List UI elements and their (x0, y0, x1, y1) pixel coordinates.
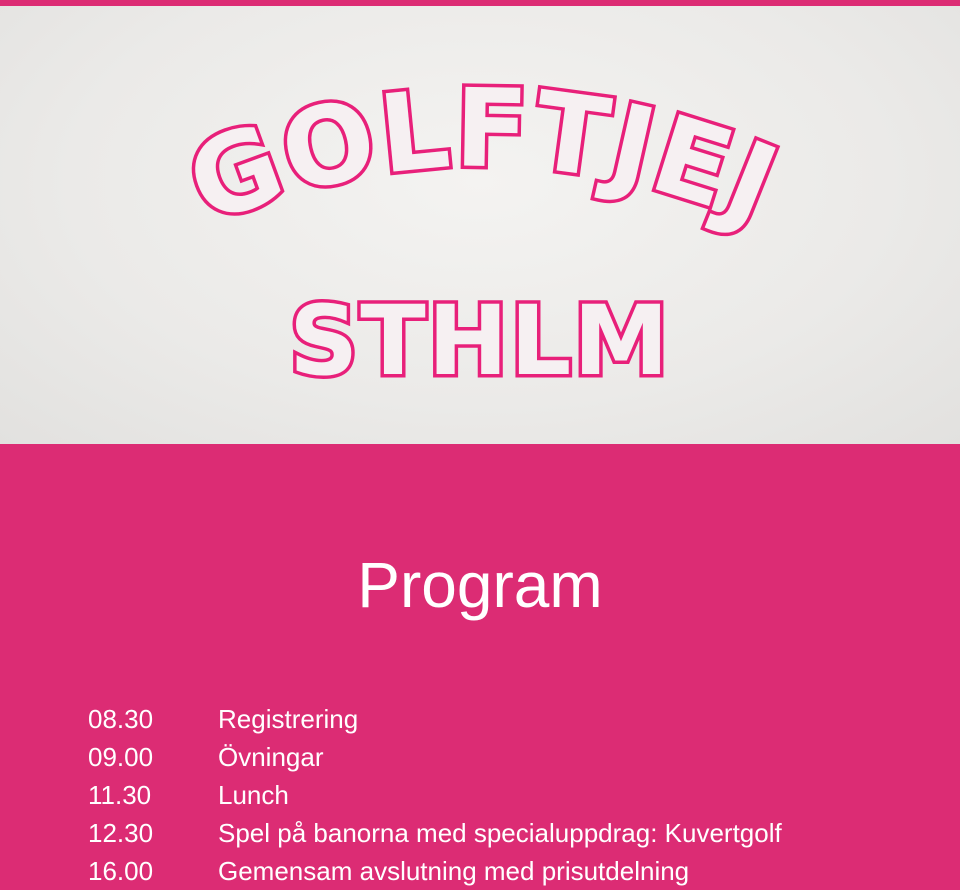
golftjej-logo (0, 6, 960, 444)
schedule-activity: Övningar (218, 742, 324, 772)
schedule-time: 16.00 (88, 856, 154, 886)
schedule-row (88, 738, 782, 776)
schedule-time: 11.30 (88, 780, 152, 810)
logo-sub-text: STHLM (289, 285, 671, 397)
schedule-row (88, 700, 782, 738)
page-title: Program (357, 549, 603, 621)
schedule-activity: Gemensam avslutning med prisutdelning (218, 856, 690, 886)
schedule-activity: Registrering (218, 704, 359, 734)
schedule-activity: Spel på banorna med specialuppdrag: Kuvertgolf (218, 818, 782, 848)
logo-arc-text: GOLFTJEJ (172, 66, 795, 250)
schedule-list (88, 700, 782, 890)
logo-banner (0, 6, 960, 444)
schedule-time: 09.00 (88, 742, 154, 772)
schedule-row (88, 814, 782, 852)
schedule-time: 08.30 (88, 704, 154, 734)
schedule-activity: Lunch (218, 780, 289, 810)
schedule-row (88, 852, 782, 890)
schedule-time: 12.30 (88, 818, 154, 848)
schedule-row (88, 776, 782, 814)
